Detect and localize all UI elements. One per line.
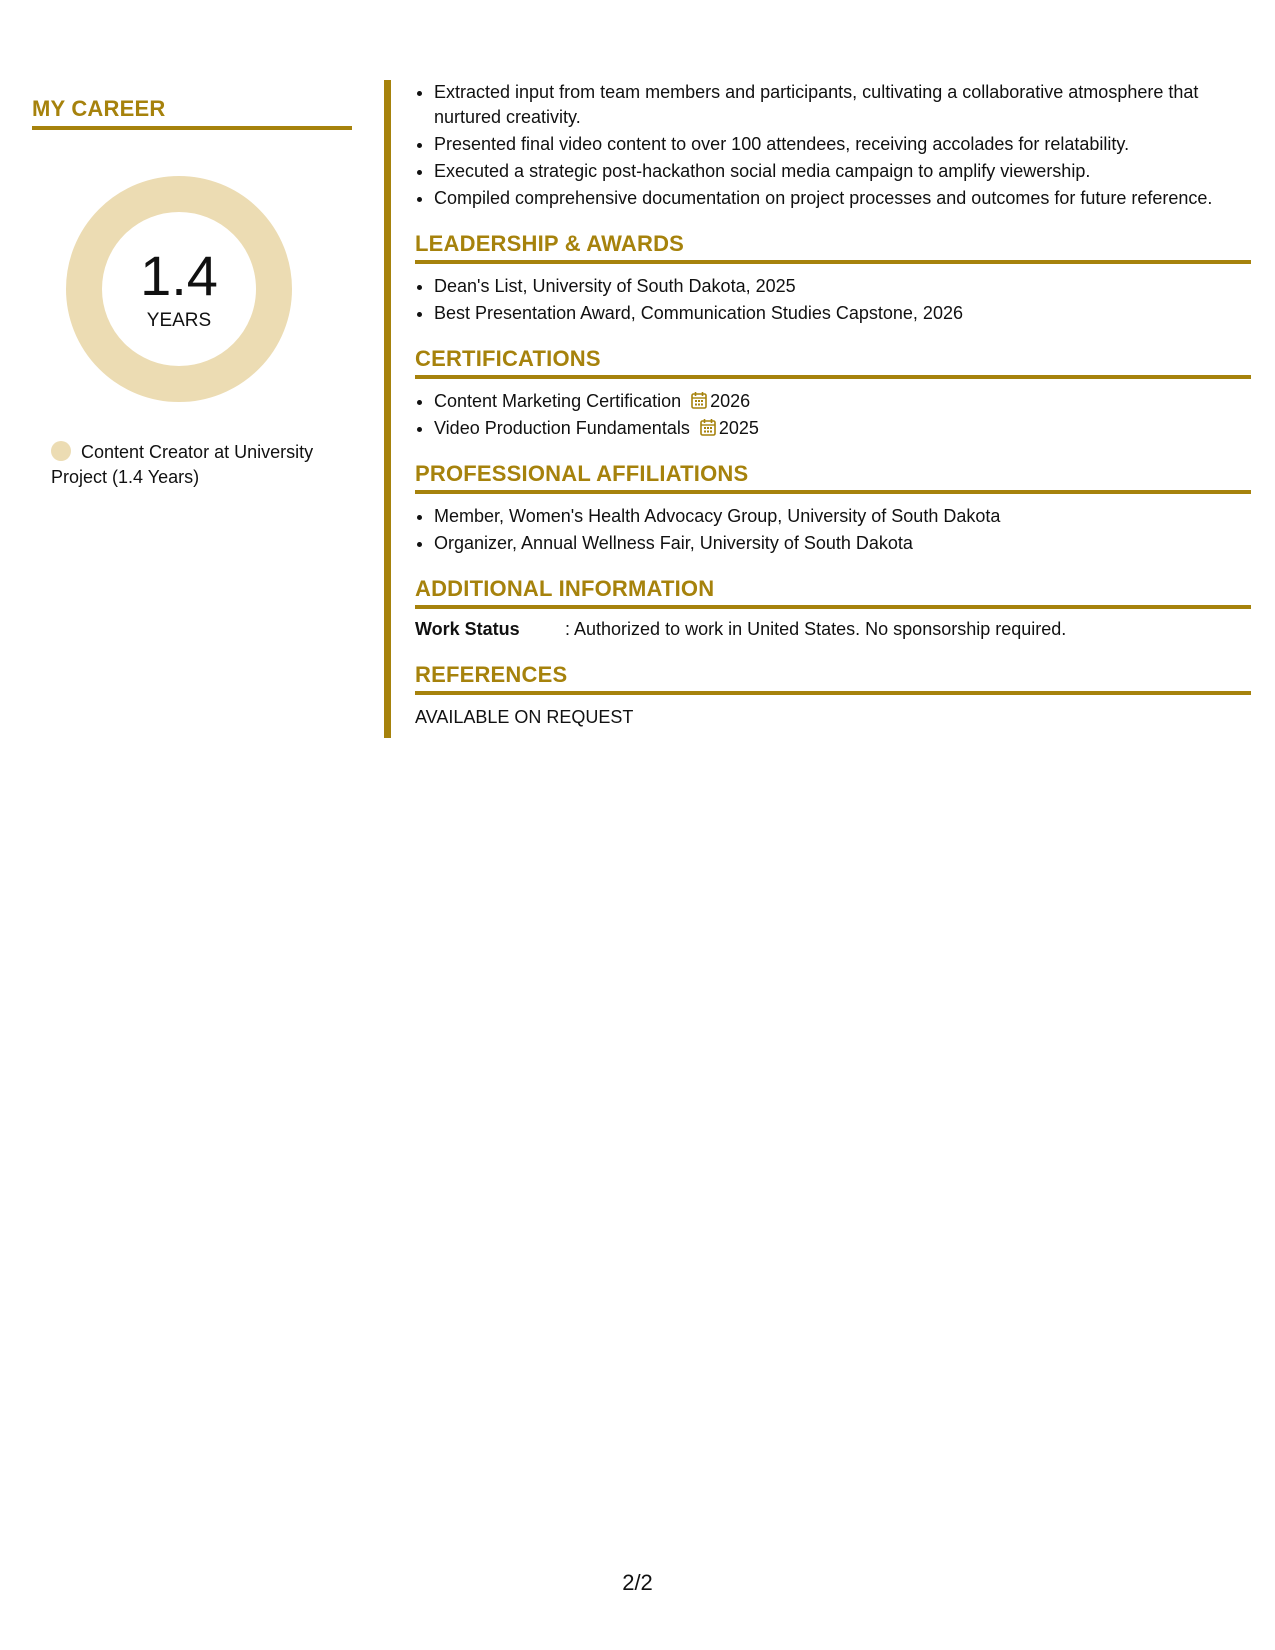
experience-years-value: 1.4 bbox=[140, 244, 218, 307]
certification-name: Content Marketing Certification bbox=[434, 391, 682, 411]
leadership-title: LEADERSHIP & AWARDS bbox=[415, 231, 1251, 264]
work-status-label: Work Status bbox=[415, 619, 520, 639]
leadership-section bbox=[415, 231, 1251, 326]
list-item: • Compiled comprehensive documentation on project processes and outcomes for future reference. bbox=[434, 186, 1251, 211]
legend-label: Content Creator at University Project (1.4 Years) bbox=[51, 442, 314, 487]
career-legend bbox=[51, 440, 341, 490]
list-item: • Organizer, Annual Wellness Fair, University of South Dakota bbox=[434, 531, 1251, 556]
certifications-list bbox=[415, 389, 1251, 441]
list-item: • Executed a strategic post-hackathon social media campaign to amplify viewership. bbox=[434, 159, 1251, 184]
certification-name: Video Production Fundamentals bbox=[434, 418, 690, 438]
affiliations-list bbox=[415, 504, 1251, 556]
additional-info-title: ADDITIONAL INFORMATION bbox=[415, 576, 1251, 609]
certification-year: 2025 bbox=[718, 418, 759, 438]
certification-year: 2026 bbox=[710, 391, 751, 411]
references-section bbox=[415, 662, 1251, 730]
page-number: 2/2 bbox=[622, 1570, 653, 1595]
references-title: REFERENCES bbox=[415, 662, 1251, 695]
work-status-row bbox=[415, 617, 1251, 642]
certifications-title: CERTIFICATIONS bbox=[415, 346, 1251, 379]
list-item: • Dean's List, University of South Dakota, 2025 bbox=[434, 274, 1251, 299]
experience-donut-chart bbox=[66, 176, 292, 402]
list-item: • Member, Women's Health Advocacy Group, University of South Dakota bbox=[434, 504, 1251, 529]
career-sidebar bbox=[32, 96, 352, 490]
affiliations-title: PROFESSIONAL AFFILIATIONS bbox=[415, 461, 1251, 494]
calendar-icon bbox=[691, 391, 707, 409]
list-item bbox=[434, 416, 1251, 441]
column-divider bbox=[384, 80, 391, 738]
list-item: • Best Presentation Award, Communication Studies Capstone, 2026 bbox=[434, 301, 1251, 326]
list-item: • Presented final video content to over 100 attendees, receiving accolades for relatability. bbox=[434, 132, 1251, 157]
work-status-value: : Authorized to work in United States. No sponsorship required. bbox=[565, 619, 1067, 639]
leadership-list bbox=[415, 274, 1251, 326]
main-column bbox=[415, 80, 1251, 730]
experience-bullet-list bbox=[415, 80, 1251, 211]
additional-info-section bbox=[415, 576, 1251, 642]
certifications-section bbox=[415, 346, 1251, 441]
affiliations-section bbox=[415, 461, 1251, 556]
legend-dot bbox=[51, 441, 71, 461]
list-item bbox=[434, 389, 1251, 414]
list-item: • Extracted input from team members and participants, cultivating a collaborative atmosphere that nurtured creativity. bbox=[434, 80, 1251, 130]
references-text: AVAILABLE ON REQUEST bbox=[415, 707, 634, 727]
experience-years-unit: YEARS bbox=[146, 310, 212, 331]
calendar-icon bbox=[700, 418, 716, 436]
career-heading: MY CAREER bbox=[32, 96, 352, 130]
